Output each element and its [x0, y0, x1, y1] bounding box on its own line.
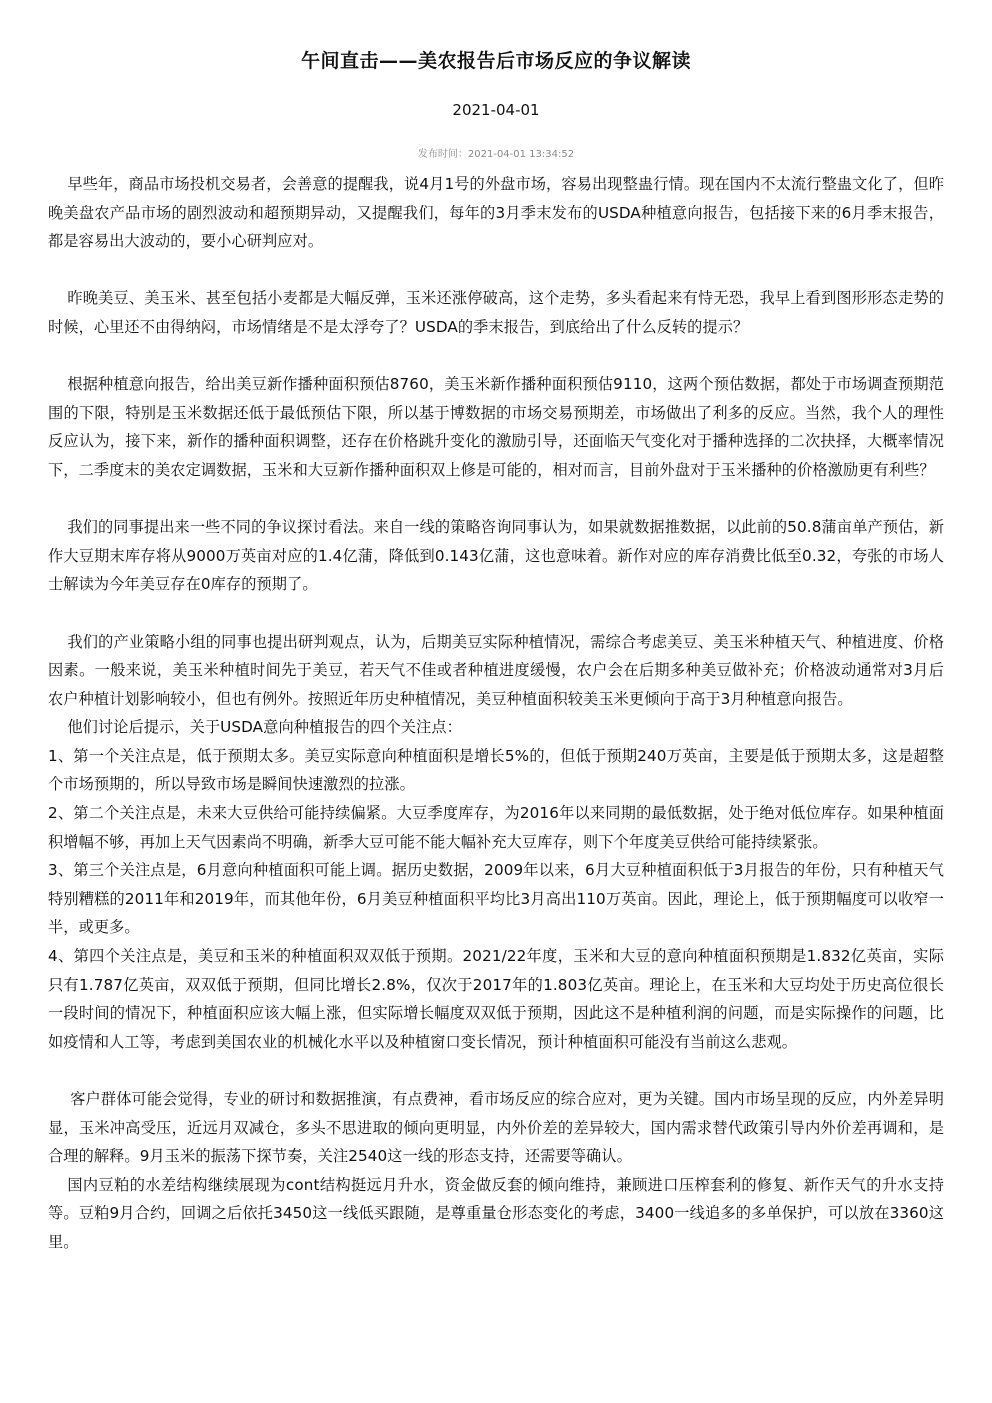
paragraph-gap — [48, 1056, 944, 1085]
article-title: 午间直击——美农报告后市场反应的争议解读 — [300, 50, 691, 72]
publish-time: 发布时间：2021-04-01 13:34:52 — [417, 149, 575, 160]
paragraph: 国内豆粕的水差结构继续展现为cont结构挺远月升水，资金做反套的倾向维持，兼顾进口压榨套利的修复、新作天气的升水支持等。豆粕9月合约，回调之后依托3450这一线低买跟随，是尊重量仓形态变化的考虑，3400一线追多的多单保护，可以放在3360这里。 — [48, 1175, 944, 1251]
list-item: 2、第二个关注点是，未来大豆供给可能持续偏紧。大豆季度库存，为2016年以来同期的最低数据，处于绝对低位库存。如果种植面积增幅不够，再加上天气因素尚不明确，新季大豆可能不能大幅补充大豆库存，则下个年度美豆供给可能持续紧张。 — [48, 804, 944, 851]
paragraph: 我们的同事提出来一些不同的争议探讨看法。来自一线的策略咨询同事认为，如果就数据推数据，以此前的50.8蒲亩单产预估，新作大豆期末库存将从9000万英亩对应的1.4亿蒲，降低到0.143亿蒲，这也意味着。新作对应的库存消费比低至0.32，夸张的市场人士解读为今年美豆存在0库存的预期了。 — [48, 518, 944, 594]
paragraph-gap — [48, 342, 944, 371]
article-date: 2021-04-01 — [452, 101, 540, 119]
paragraph: 早些年，商品市场投机交易者，会善意的提醒我，说4月1号的外盘市场，容易出现整蛊行情。现在国内不太流行整蛊文化了，但昨晚美盘农产品市场的剧烈波动和超预期异动，又提醒我们，每年的3月季末发布的USDA种植意向报告，包括接下来的6月季末报告，都是容易出大波动的，要小心研判应对。 — [48, 175, 944, 251]
list-item: 4、第四个关注点是，美豆和玉米的种植面积双双低于预期。2021/22年度，玉米和大豆的意向种植面积预期是1.832亿英亩，实际只有1.787亿英亩，双双低于预期，但同比增长2.8%，仅次于2017年的1.803亿英亩。理论上，在玉米和大豆均处于历史高位很长一段时间的情况下，种植面积应该大幅上涨，但实际增长幅度双双低于预期，因此这不是种植利润的问题，而是实际操作的问题，比如疫情和人工等，考虑到美国农业的机械化水平以及种植窗口变长情况，预计种植面积可能没有当前这么悲观。 — [48, 947, 944, 1051]
paragraph-gap — [48, 485, 944, 514]
paragraph: 根据种植意向报告，给出美豆新作播种面积预估8760，美玉米新作播种面积预估9110，这两个预估数据，都处于市场调查预期范围的下限，特别是玉米数据还低于最低预估下限，所以基于博数据的市场交易预期差，市场做出了利多的反应。当然，我个人的理性反应认为，接下来，新作的播种面积调整，还存在价格跳升变化的激励引导，还面临天气变化对于播种选择的二次抉择，大概率情况下，二季度末的美农定调数据，玉米和大豆新作播种面积双上修是可能的，相对而言，目前外盘对于玉米播种的价格激励更有利些？ — [48, 375, 944, 479]
list-item: 3、第三个关注点是，6月意向种植面积可能上调。据历史数据，2009年以来，6月大豆种植面积低于3月报告的年份，只有种植天气特别糟糕的2011年和2019年，而其他年份，6月美豆种植面积平均比3月高出110万英亩。因此，理论上，低于预期幅度可以收窄一半，或更多。 — [48, 861, 944, 937]
paragraph: 客户群体可能会觉得，专业的研讨和数据推演，有点费神，看市场反应的综合应对，更为关键。国内市场呈现的反应，内外差异明显，玉米冲高受压，近远月双减仓，多头不思进取的倾向更明显，内外价差的差异较大，国内需求替代政策引导内外价差再调和，是合理的解释。9月玉米的振荡下探节奏，关注2540这一线的形态支持，还需要等确认。 — [48, 1090, 944, 1166]
article-body — [48, 170, 944, 1257]
paragraph-gap — [48, 599, 944, 628]
paragraph: 我们的产业策略小组的同事也提出研判观点，认为，后期美豆实际种植情况，需综合考虑美豆、美玉米种植天气、种植进度、价格因素。一般来说，美玉米种植时间先于美豆，若天气不佳或者种植进度缓慢，农户会在后期多种美豆做补充；价格波动通常对3月后农户种植计划影响较小，但也有例外。按照近年历史种植情况，美豆种植面积较美玉米更倾向于高于3月种植意向报告。 — [48, 632, 944, 708]
paragraph: 他们讨论后提示，关于USDA意向种植报告的四个关注点： — [67, 718, 462, 737]
paragraph: 昨晚美豆、美玉米、甚至包括小麦都是大幅反弹，玉米还涨停破高，这个走势，多头看起来有恃无恐，我早上看到图形形态走势的时候，心里还不由得纳闷，市场情绪是不是太浮夸了？USDA的季末报告，到底给出了什么反转的提示？ — [48, 289, 944, 336]
document-page — [48, 0, 944, 1257]
paragraph-gap — [48, 256, 944, 285]
list-item: 1、第一个关注点是，低于预期太多。美豆实际意向种植面积是增长5%的，但低于预期240万英亩，主要是低于预期太多，这是超整个市场预期的，所以导致市场是瞬间快速激烈的拉涨。 — [48, 746, 944, 794]
